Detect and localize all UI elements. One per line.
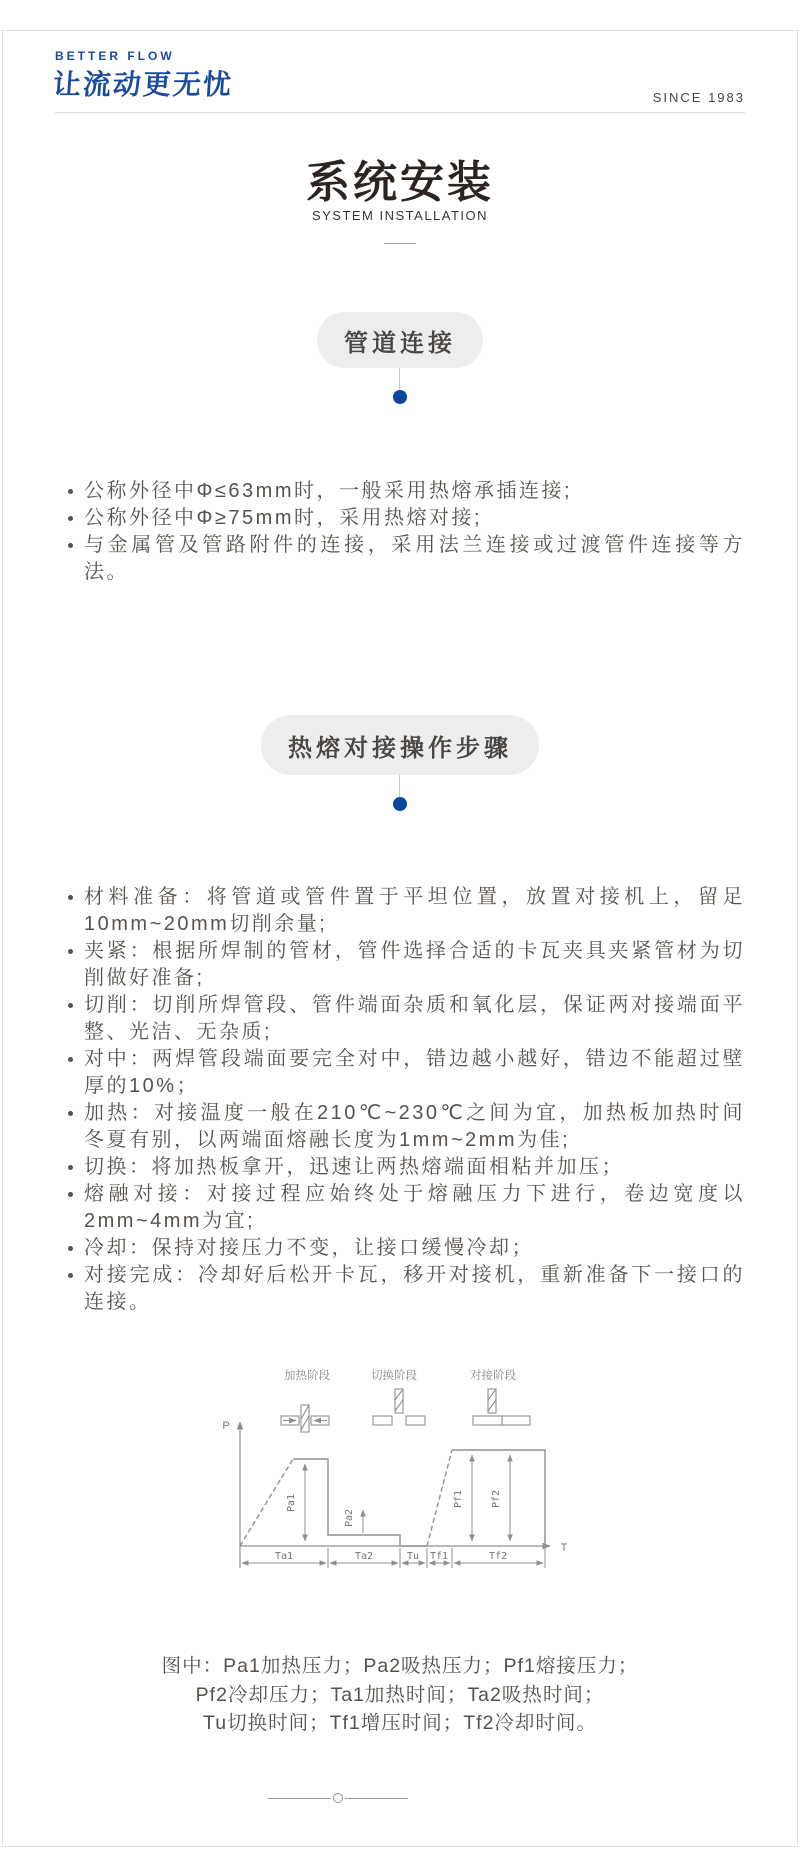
footer-line-right — [345, 1798, 408, 1799]
stage-label-heating: 加热阶段 — [284, 1370, 330, 1382]
page-subtitle: SYSTEM INSTALLATION — [311, 208, 489, 223]
footer-decoration — [268, 1792, 412, 1804]
list-item: 熔融对接：对接过程应始终处于熔融压力下进行，卷边宽度以2mm~4mm为宜; — [68, 1181, 745, 1235]
stage-label-joining: 对接阶段 — [470, 1370, 516, 1382]
list-item: 加热：对接温度一般在210℃~230℃之间为宜，加热板加热时间冬夏有别，以两端面熔融长度为1mm~2mm为佳; — [68, 1100, 745, 1154]
list-item: 对接完成：冷却好后松开卡瓦，移开对接机，重新准备下一接口的连接。 — [68, 1262, 745, 1316]
list-item: 切削：切削所焊管段、管件端面杂质和氧化层，保证两对接端面平整、光洁、无杂质; — [68, 992, 745, 1046]
pressure-label-pa1: Pa1 — [286, 1493, 297, 1513]
header-divider — [55, 112, 745, 113]
pressure-annotations — [305, 1455, 510, 1541]
brand-logo: 让流动更无忧 — [51, 69, 234, 100]
section-badge-fusion-steps: 热熔对接操作步骤 — [261, 715, 539, 775]
caption-line: 图中：Pa1加热压力；Pa2吸热压力；Pf1熔接压力； — [161, 1655, 639, 1677]
badge-connector-line — [399, 775, 400, 798]
list-item: 夹紧：根据所焊制的管材，管件选择合适的卡瓦夹具夹紧管材为切削做好准备; — [68, 938, 745, 992]
pressure-label-pf1: Pf1 — [453, 1489, 464, 1509]
list-item: 材料准备：将管道或管件置于平坦位置，放置对接机上，留足10mm~20mm切削余量; — [68, 884, 745, 938]
pressure-label-pa2: Pa2 — [344, 1508, 355, 1528]
stage-icons — [281, 1389, 530, 1432]
footer-circle-icon — [333, 1793, 343, 1803]
heating-stage-icon — [281, 1405, 329, 1432]
brand-tagline: BETTER FLOW — [55, 49, 175, 63]
time-label-ta2: Ta2 — [354, 1551, 374, 1562]
pipe-connection-list — [68, 478, 745, 586]
stage-label-switching: 切换阶段 — [371, 1370, 417, 1382]
caption-line: Pf2冷却压力；Ta1加热时间；Ta2吸热时间； — [195, 1683, 605, 1706]
pressure-label-pf2: Pf2 — [491, 1489, 502, 1509]
list-item: 对中：两焊管段端面要完全对中，错边越小越好，错边不能超过壁厚的10%； — [68, 1046, 745, 1100]
since-label: SINCE 1983 — [652, 90, 745, 105]
list-item: 切换：将加热板拿开，迅速让两热熔端面相粘并加压； — [68, 1154, 745, 1181]
subtitle-divider — [384, 243, 416, 244]
x-axis-label: T — [560, 1542, 568, 1554]
time-label-tu: Tu — [406, 1551, 420, 1562]
time-label-tf1: Tf1 — [429, 1551, 449, 1562]
timeline-dot — [393, 390, 407, 404]
y-axis-label: P — [222, 1420, 230, 1432]
list-item: 公称外径中Φ≥75mm时，采用热熔对接; — [68, 505, 745, 532]
welding-pressure-time-diagram — [170, 1358, 590, 1618]
section-badge-pipe-connection: 管道连接 — [317, 312, 483, 368]
badge-connector-line — [399, 368, 400, 391]
fusion-steps-list — [68, 884, 745, 1316]
caption-line: Tu切换时间；Tf1增压时间；Tf2冷却时间。 — [203, 1712, 597, 1734]
list-item: 公称外径中Φ≤63mm时，一般采用热熔承插连接; — [68, 478, 745, 505]
switching-stage-icon — [373, 1389, 425, 1425]
stage-labels — [284, 1368, 516, 1382]
list-item: 冷却：保持对接压力不变，让接口缓慢冷却； — [68, 1235, 745, 1262]
time-label-tf2: Tf2 — [488, 1551, 508, 1562]
joining-stage-icon — [473, 1389, 530, 1425]
footer-line-left — [268, 1798, 331, 1799]
list-item: 与金属管及管路附件的连接，采用法兰连接或过渡管件连接等方法。 — [68, 532, 745, 586]
diagram-caption — [0, 1652, 800, 1738]
timeline-dot — [393, 797, 407, 811]
page-title: 系统安装 — [306, 158, 494, 207]
time-label-ta1: Ta1 — [274, 1551, 294, 1562]
